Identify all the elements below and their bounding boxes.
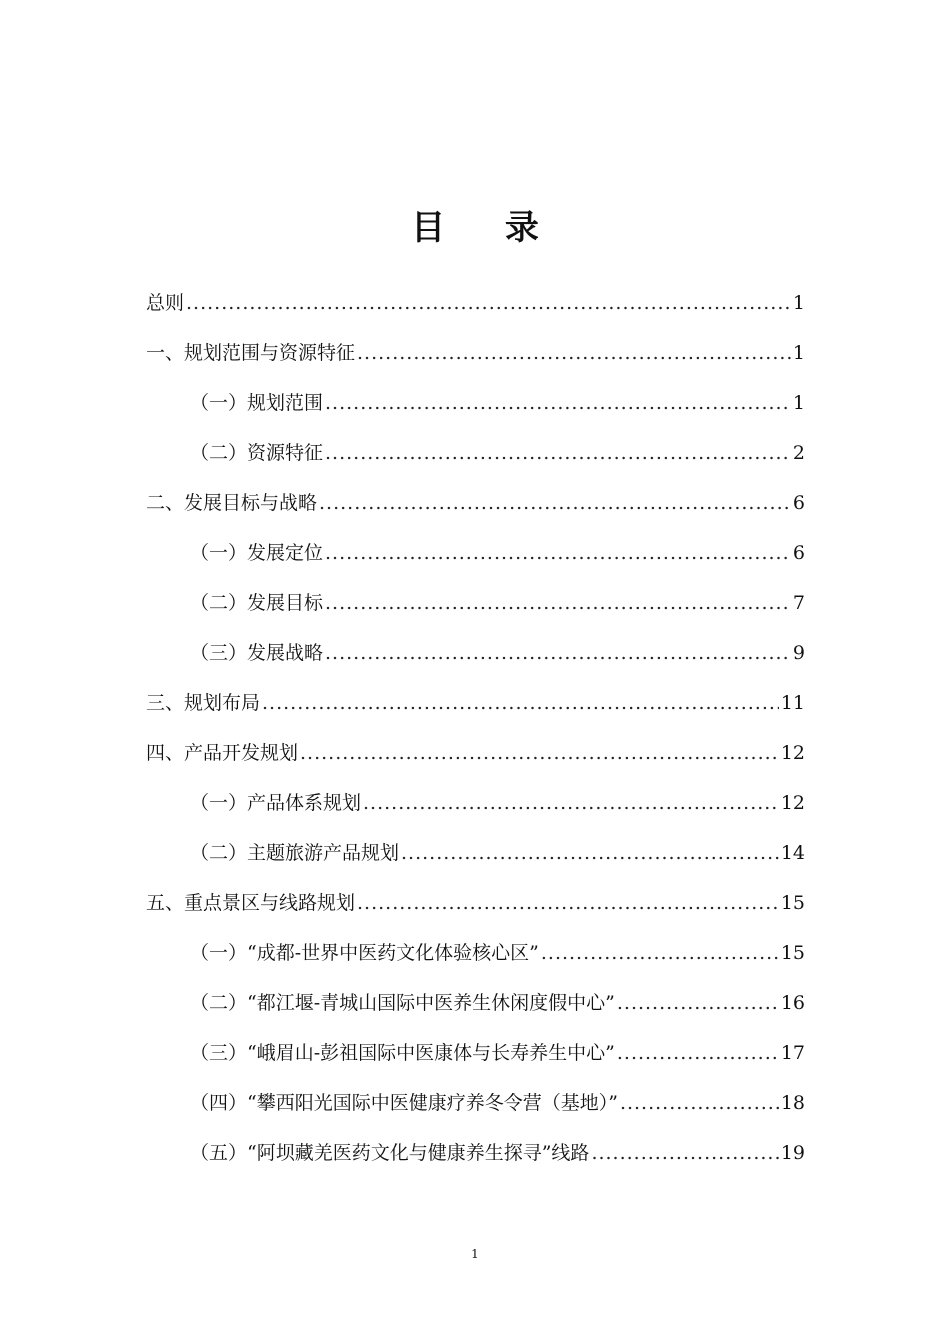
toc-entry[interactable] — [190, 638, 805, 668]
toc-entry[interactable] — [190, 1138, 805, 1168]
toc-leader-dots — [591, 1138, 778, 1168]
toc-entry-label: （三）“峨眉山-彭祖国际中医康体与长寿养生中心” — [190, 1042, 615, 1064]
toc-entry-label: （一）“成都-世界中医药文化体验核心区” — [190, 942, 539, 964]
toc-leader-dots — [319, 488, 791, 518]
toc-entry-page: 17 — [780, 1042, 805, 1064]
toc-entry[interactable] — [146, 688, 805, 718]
toc-entry-label: （二）主题旅游产品规划 — [190, 842, 400, 864]
toc-entry-page: 12 — [780, 792, 805, 814]
toc-leader-dots — [325, 588, 791, 618]
toc-entry[interactable] — [146, 888, 805, 918]
toc-entry-page: 6 — [792, 542, 805, 564]
toc-entry[interactable] — [190, 838, 805, 868]
toc-entry-label: （一）发展定位 — [190, 542, 324, 564]
toc-leader-dots — [325, 538, 791, 568]
page-number: 1 — [471, 1247, 479, 1261]
toc-entry-page: 7 — [792, 592, 805, 614]
toc-entry[interactable] — [190, 588, 805, 618]
toc-entry-page: 18 — [780, 1092, 805, 1114]
toc-entry-label: 二、发展目标与战略 — [146, 492, 318, 514]
toc-entry-label: （三）发展战略 — [190, 642, 324, 664]
toc-entry-page: 19 — [780, 1142, 805, 1164]
toc-entry[interactable] — [146, 488, 805, 518]
toc-entry-page: 6 — [792, 492, 805, 514]
toc-entry[interactable] — [190, 938, 805, 968]
toc-entry-page: 1 — [792, 292, 805, 314]
toc-entry-label: （一）规划范围 — [190, 392, 324, 414]
toc-entry-label: （二）资源特征 — [190, 442, 324, 464]
toc-leader-dots — [541, 938, 779, 968]
toc-entry-label: （五）“阿坝藏羌医药文化与健康养生探寻”线路 — [190, 1142, 590, 1164]
toc-entry[interactable] — [190, 388, 805, 418]
toc-entry-label: （二）“都江堰-青城山国际中医养生休闲度假中心” — [190, 992, 615, 1014]
toc-entry-page: 15 — [780, 892, 805, 914]
toc-leader-dots — [617, 988, 779, 1018]
toc-entry-page: 1 — [792, 392, 805, 414]
toc-entry-label: 总则 — [146, 292, 185, 314]
toc-entry[interactable] — [146, 338, 805, 368]
toc-entry-label: （二）发展目标 — [190, 592, 324, 614]
toc-leader-dots — [357, 338, 791, 368]
toc-entry-page: 16 — [780, 992, 805, 1014]
toc-leader-dots — [325, 638, 791, 668]
toc-entry[interactable] — [190, 438, 805, 468]
toc-leader-dots — [401, 838, 779, 868]
toc-entry[interactable] — [190, 788, 805, 818]
toc-leader-dots — [325, 388, 791, 418]
toc-entry-label: 四、产品开发规划 — [146, 742, 299, 764]
toc-entry-page: 9 — [792, 642, 805, 664]
toc-entry-label: （四）“攀西阳光国际中医健康疗养冬令营（基地）” — [190, 1092, 618, 1114]
toc-entry[interactable] — [190, 988, 805, 1018]
toc-entry-page: 2 — [792, 442, 805, 464]
toc-leader-dots — [617, 1038, 779, 1068]
toc-entry-label: 五、重点景区与线路规划 — [146, 892, 356, 914]
toc-leader-dots — [325, 438, 791, 468]
toc-leader-dots — [186, 288, 791, 318]
toc-leader-dots — [300, 738, 779, 768]
toc-entry[interactable] — [190, 538, 805, 568]
toc-entry-page: 14 — [780, 842, 805, 864]
toc-leader-dots — [620, 1088, 779, 1118]
toc-leader-dots — [363, 788, 779, 818]
toc-entry-page: 15 — [780, 942, 805, 964]
page-title: 目 录 — [411, 208, 563, 248]
toc-entry[interactable] — [146, 738, 805, 768]
toc-entry[interactable] — [190, 1088, 805, 1118]
toc-entry-page: 1 — [792, 342, 805, 364]
toc-entry-page: 12 — [780, 742, 805, 764]
toc-leader-dots — [357, 888, 779, 918]
toc-entry-label: 三、规划布局 — [146, 692, 261, 714]
toc-leader-dots — [262, 688, 779, 718]
toc-entry-page: 11 — [780, 692, 805, 714]
toc-entry[interactable] — [146, 288, 805, 318]
toc-entry-label: （一）产品体系规划 — [190, 792, 362, 814]
toc-entry-label: 一、规划范围与资源特征 — [146, 342, 356, 364]
toc-entry[interactable] — [190, 1038, 805, 1068]
